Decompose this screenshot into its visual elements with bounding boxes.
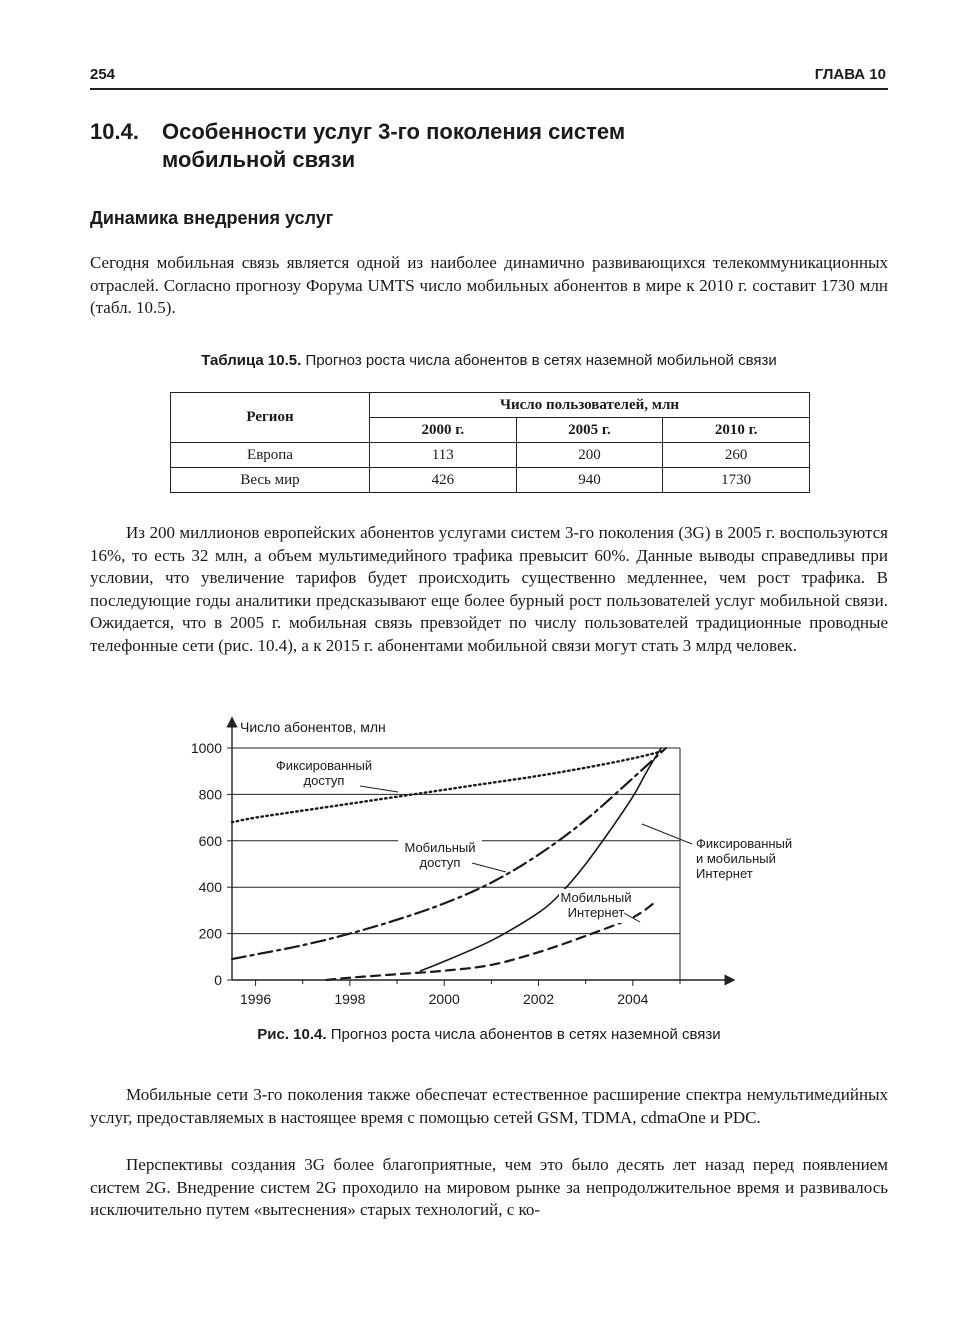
table-cell: 426 (370, 468, 517, 493)
chart-svg (170, 712, 810, 1018)
x-tick-label: 2004 (617, 991, 649, 1007)
x-tick-label: 1996 (240, 991, 272, 1007)
table-header-group: Число пользователей, млн (370, 393, 810, 418)
table-cell: 113 (370, 443, 517, 468)
series-label-line: Фиксированный (275, 758, 373, 773)
series-label-line: доступ (419, 855, 461, 870)
table-header-year: 2000 г. (370, 418, 517, 443)
page-number: 254 (90, 66, 116, 83)
paragraph-1: Сегодня мобильная связь является одной из наиболее динамично развивающихся телекоммуникационных отраслей. Согласно прогнозу Форума UMTS число мобильных абонентов в мире к 2010 г. составит 1730 млн (табл. 10.5). (90, 253, 888, 318)
y-tick-label: 400 (198, 879, 222, 896)
paragraph-2: Из 200 миллионов европейских абонентов услугами систем 3-го поколения (3G) в 2005 г. воспользуются 16%, то есть 32 млн, а объем мультимедийного трафика превысит 60%. Данные выводы справедливы при условии, что увеличение тарифов будет происходить существенно медленнее, чем рост трафика. В последующие годы аналитики предсказывают еще более бурный рост пользователей услуг мобильной связи. Ожидается, что в 2005 г. мобильная связь превзойдет по числу пользователей традиционные проводные телефонные сети (рис. 10.4), а к 2015 г. абонентами мобильной связи могут стать 3 млрд человек. (90, 523, 888, 655)
series-label-mobile-access (398, 839, 482, 873)
subscribers-chart (170, 712, 810, 1018)
y-tick-label: 0 (214, 972, 222, 988)
table-cell-region: Весь мир (171, 468, 370, 493)
series-label-fixed-mobile-internet (696, 836, 792, 881)
y-tick-label: 800 (198, 786, 222, 803)
y-axis-label: Число абонентов, млн (240, 719, 386, 735)
y-tick-label: 200 (198, 925, 222, 942)
page-header (90, 62, 888, 90)
chapter-title: ГЛАВА 10 (814, 66, 886, 83)
x-tick-label: 2000 (428, 991, 460, 1007)
table-row (171, 468, 810, 493)
figure-caption-label: Рис. 10.4. (257, 1026, 327, 1043)
table-caption-label: Таблица 10.5. (201, 352, 302, 369)
series-label-line: Интернет (567, 905, 625, 920)
series-label-line: Мобильный (560, 890, 632, 905)
table-header-region: Регион (171, 393, 370, 443)
x-tick-label: 1998 (334, 991, 366, 1007)
subsection-heading: Динамика внедрения услуг (90, 208, 334, 228)
y-tick-label: 1000 (190, 740, 222, 756)
table-cell: 200 (516, 443, 663, 468)
table-cell: 940 (516, 468, 663, 493)
series-label-line: доступ (303, 773, 345, 788)
table-cell: 260 (663, 443, 810, 468)
section-title: Особенности услуг 3-го поколения систем мобильной связи (162, 119, 626, 172)
table-header-year: 2010 г. (663, 418, 810, 443)
series-label-fixed-access (268, 757, 380, 791)
table-caption-text: Прогноз роста числа абонентов в сетях наземной мобильной связи (305, 352, 777, 369)
series-label-mobile-internet (559, 889, 633, 923)
paragraph-3: Мобильные сети 3-го поколения также обеспечат естественное расширение спектра немультимедийных услуг, предоставляемых в настоящее время с помощью сетей GSM, TDMA, cdmaOne и PDC. (90, 1085, 888, 1127)
series-label-line: и мобильный (696, 851, 776, 866)
figure-caption (90, 1026, 888, 1043)
section-number: 10.4. (90, 119, 139, 144)
figure-caption-text: Прогноз роста числа абонентов в сетях наземной связи (330, 1026, 721, 1043)
y-tick-label: 600 (198, 832, 222, 849)
series-label-line: Фиксированный (696, 836, 793, 851)
table-cell-region: Европа (171, 443, 370, 468)
paragraph-4: Перспективы создания 3G более благоприятные, чем это было десять лет назад перед появлением систем 2G. Внедрение систем 2G проходило на мировом рынке за непродолжительное время и развивалось исключительно путем «вытеснения» старых технологий, с ко- (90, 1155, 888, 1220)
x-tick-label: 2002 (522, 991, 555, 1007)
subscribers-table (170, 392, 810, 493)
series-label-line: Мобильный (404, 840, 476, 855)
table-caption (90, 352, 888, 369)
series-label-line: Интернет (696, 866, 753, 881)
table-row (171, 443, 810, 468)
table-cell: 1730 (663, 468, 810, 493)
table-header-year: 2005 г. (516, 418, 663, 443)
